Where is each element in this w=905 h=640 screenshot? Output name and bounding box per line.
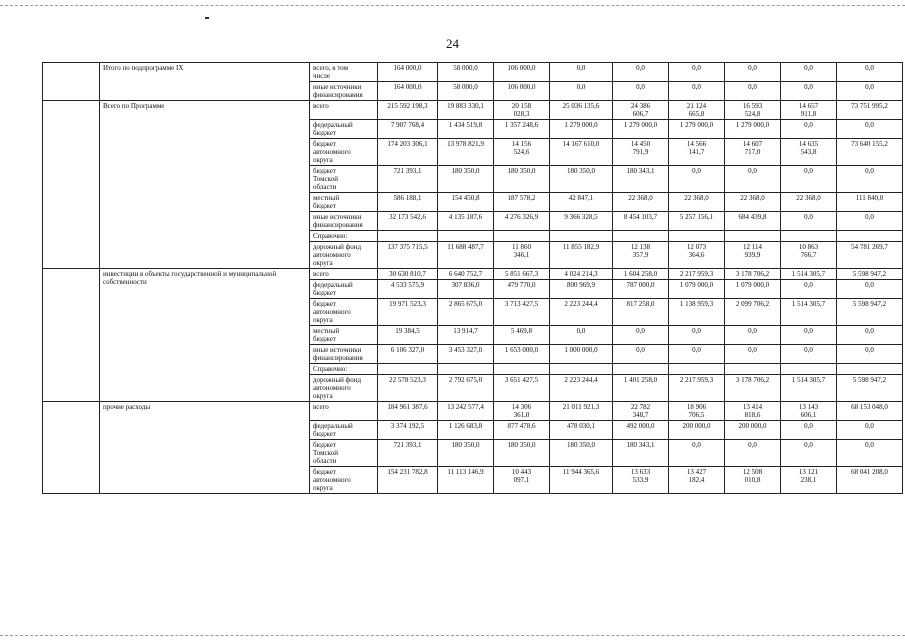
amount-cell: 19 883 330,1 [438, 101, 494, 120]
amount-cell: 6 640 752,7 [438, 269, 494, 280]
amount-cell [494, 364, 550, 375]
amount-cell: 68 153 048,0 [837, 402, 903, 421]
amount-cell: 21 124 665,8 [669, 101, 725, 120]
amount-cell: 0,0 [837, 421, 903, 440]
amount-cell: 22 368,0 [725, 193, 781, 212]
amount-cell: 58 000,0 [438, 82, 494, 101]
table-row [43, 269, 903, 280]
amount-cell: 0,0 [837, 82, 903, 101]
amount-cell: 0,0 [781, 326, 837, 345]
amount-cell: 0,0 [550, 82, 613, 101]
amount-cell: 0,0 [725, 82, 781, 101]
amount-cell: 42 847,1 [550, 193, 613, 212]
amount-cell: 180 343,1 [613, 166, 669, 193]
amount-cell [494, 231, 550, 242]
amount-cell [725, 364, 781, 375]
amount-cell: 2 217 959,3 [669, 269, 725, 280]
amount-cell: 21 011 921,3 [550, 402, 613, 421]
amount-cell: 2 099 706,2 [725, 299, 781, 326]
amount-cell: 0,0 [781, 421, 837, 440]
funding-source-label: местный бюджет [310, 326, 378, 345]
amount-cell: 479 770,0 [494, 280, 550, 299]
amount-cell: 0,0 [550, 63, 613, 82]
amount-cell: 2 217 959,3 [669, 375, 725, 402]
amount-cell: 0,0 [725, 63, 781, 82]
amount-cell [781, 231, 837, 242]
funding-source-label: дорожный фонд автономного округа [310, 242, 378, 269]
amount-cell: 164 000,0 [378, 63, 438, 82]
amount-cell: 1 126 683,8 [438, 421, 494, 440]
amount-cell: 18 906 706,5 [669, 402, 725, 421]
amount-cell: 1 079 000,0 [669, 280, 725, 299]
amount-cell: 0,0 [781, 82, 837, 101]
amount-cell: 6 106 327,0 [378, 345, 438, 364]
amount-cell [725, 231, 781, 242]
group-indent-cell [43, 63, 100, 101]
amount-cell: 0,0 [725, 326, 781, 345]
funding-source-label: иные источники финансирования [310, 82, 378, 101]
amount-cell: 19 971 523,3 [378, 299, 438, 326]
amount-cell [438, 364, 494, 375]
amount-cell: 0,0 [837, 166, 903, 193]
amount-cell: 492 000,0 [613, 421, 669, 440]
amount-cell [378, 231, 438, 242]
scan-top-edge [0, 5, 905, 6]
amount-cell: 0,0 [725, 440, 781, 467]
table-row [43, 63, 903, 82]
amount-cell: 0,0 [837, 120, 903, 139]
amount-cell [837, 231, 903, 242]
amount-cell: 164 000,0 [378, 82, 438, 101]
funding-source-label: бюджет Томской области [310, 440, 378, 467]
amount-cell: 73 640 155,2 [837, 139, 903, 166]
amount-cell: 111 840,0 [837, 193, 903, 212]
amount-cell: 24 386 606,7 [613, 101, 669, 120]
amount-cell [781, 364, 837, 375]
amount-cell: 0,0 [837, 63, 903, 82]
amount-cell [613, 364, 669, 375]
amount-cell: 787 000,0 [613, 280, 669, 299]
amount-cell: 11 688 487,7 [438, 242, 494, 269]
amount-cell: 5 598 947,2 [837, 269, 903, 280]
amount-cell: 11 860 346,1 [494, 242, 550, 269]
amount-cell [550, 231, 613, 242]
amount-cell: 721 393,1 [378, 166, 438, 193]
group-title: Итого по подпрограмме IX [100, 63, 310, 101]
amount-cell: 11 113 146,9 [438, 467, 494, 494]
amount-cell: 20 158 028,3 [494, 101, 550, 120]
amount-cell: 14 566 141,7 [669, 139, 725, 166]
funding-source-label: бюджет Томской области [310, 166, 378, 193]
amount-cell: 1 514 305,7 [781, 299, 837, 326]
amount-cell: 800 969,9 [550, 280, 613, 299]
amount-cell: 13 242 577,4 [438, 402, 494, 421]
amount-cell: 10 443 097,1 [494, 467, 550, 494]
amount-cell: 5 598 947,2 [837, 375, 903, 402]
amount-cell: 22 578 523,3 [378, 375, 438, 402]
amount-cell: 1 653 000,0 [494, 345, 550, 364]
amount-cell: 137 375 715,5 [378, 242, 438, 269]
group-indent-cell [43, 269, 100, 402]
amount-cell: 73 751 995,2 [837, 101, 903, 120]
amount-cell: 200 000,0 [725, 421, 781, 440]
amount-cell: 13 914,7 [438, 326, 494, 345]
amount-cell: 307 836,0 [438, 280, 494, 299]
page-number: 24 [446, 36, 459, 51]
amount-cell: 877 478,6 [494, 421, 550, 440]
amount-cell: 0,0 [669, 166, 725, 193]
amount-cell: 1 279 000,0 [725, 120, 781, 139]
table-row [43, 402, 903, 421]
amount-cell: 187 578,2 [494, 193, 550, 212]
amount-cell [669, 364, 725, 375]
amount-cell: 0,0 [781, 120, 837, 139]
amount-cell: 0,0 [837, 326, 903, 345]
amount-cell: 1 279 000,0 [550, 120, 613, 139]
group-indent-cell [43, 402, 100, 494]
amount-cell: 19 384,5 [378, 326, 438, 345]
amount-cell: 0,0 [613, 63, 669, 82]
amount-cell: 9 366 328,5 [550, 212, 613, 231]
amount-cell: 25 036 135,6 [550, 101, 613, 120]
funding-source-label: федеральный бюджет [310, 120, 378, 139]
amount-cell: 0,0 [613, 82, 669, 101]
amount-cell: 1 401 258,0 [613, 375, 669, 402]
table-row [43, 101, 903, 120]
amount-cell: 478 030,1 [550, 421, 613, 440]
amount-cell: 0,0 [781, 212, 837, 231]
amount-cell: 0,0 [781, 280, 837, 299]
amount-cell: 180 350,0 [550, 166, 613, 193]
amount-cell: 68 041 208,0 [837, 467, 903, 494]
amount-cell: 14 657 911,8 [781, 101, 837, 120]
funding-source-label: местный бюджет [310, 193, 378, 212]
amount-cell: 13 633 533,9 [613, 467, 669, 494]
amount-cell: 2 223 244,4 [550, 299, 613, 326]
amount-cell: 0,0 [837, 280, 903, 299]
funding-source-label: бюджет автономного округа [310, 467, 378, 494]
amount-cell: 1 604 258,0 [613, 269, 669, 280]
amount-cell: 180 350,0 [550, 440, 613, 467]
funding-source-label: всего [310, 101, 378, 120]
amount-cell: 1 514 305,7 [781, 375, 837, 402]
amount-cell: 7 907 768,4 [378, 120, 438, 139]
amount-cell: 174 203 306,1 [378, 139, 438, 166]
amount-cell: 13 414 818,6 [725, 402, 781, 421]
amount-cell: 22 782 348,7 [613, 402, 669, 421]
amount-cell: 0,0 [781, 440, 837, 467]
funding-source-label: всего [310, 402, 378, 421]
amount-cell: 4 024 214,3 [550, 269, 613, 280]
amount-cell: 106 000,0 [494, 82, 550, 101]
amount-cell: 0,0 [613, 326, 669, 345]
funding-source-label: всего [310, 269, 378, 280]
amount-cell: 14 635 543,8 [781, 139, 837, 166]
amount-cell: 180 343,1 [613, 440, 669, 467]
amount-cell: 16 593 524,8 [725, 101, 781, 120]
amount-cell: 0,0 [781, 345, 837, 364]
scan-mark [205, 17, 209, 19]
amount-cell: 0,0 [669, 326, 725, 345]
amount-cell: 3 651 427,5 [494, 375, 550, 402]
amount-cell [378, 364, 438, 375]
amount-cell: 14 167 610,0 [550, 139, 613, 166]
amount-cell: 0,0 [613, 345, 669, 364]
amount-cell: 184 961 387,6 [378, 402, 438, 421]
amount-cell: 817 258,0 [613, 299, 669, 326]
amount-cell: 0,0 [669, 63, 725, 82]
amount-cell: 1 079 000,0 [725, 280, 781, 299]
amount-cell: 11 855 182,9 [550, 242, 613, 269]
amount-cell: 8 454 103,7 [613, 212, 669, 231]
budget-table [42, 62, 903, 494]
amount-cell: 586 188,1 [378, 193, 438, 212]
amount-cell: 4 533 575,9 [378, 280, 438, 299]
amount-cell: 4 135 187,6 [438, 212, 494, 231]
amount-cell: 14 156 524,6 [494, 139, 550, 166]
amount-cell: 0,0 [550, 326, 613, 345]
amount-cell: 180 350,0 [494, 440, 550, 467]
amount-cell: 10 863 766,7 [781, 242, 837, 269]
amount-cell: 3 374 192,5 [378, 421, 438, 440]
amount-cell: 2 865 675,0 [438, 299, 494, 326]
group-indent-cell [43, 101, 100, 269]
amount-cell [438, 231, 494, 242]
amount-cell: 22 368,0 [613, 193, 669, 212]
funding-source-label: федеральный бюджет [310, 421, 378, 440]
amount-cell: 0,0 [669, 345, 725, 364]
funding-source-label: Справочно: [310, 364, 378, 375]
amount-cell: 154 450,8 [438, 193, 494, 212]
amount-cell: 2 792 675,0 [438, 375, 494, 402]
scan-bottom-edge [0, 635, 905, 636]
amount-cell: 0,0 [725, 166, 781, 193]
group-title: инвестиции в объекты государственной и муниципальной собственности [100, 269, 310, 402]
amount-cell: 13 978 821,9 [438, 139, 494, 166]
amount-cell: 200 000,0 [669, 421, 725, 440]
amount-cell: 14 607 717,0 [725, 139, 781, 166]
amount-cell: 0,0 [781, 166, 837, 193]
amount-cell: 2 223 244,4 [550, 375, 613, 402]
amount-cell: 0,0 [725, 345, 781, 364]
amount-cell: 22 368,0 [781, 193, 837, 212]
amount-cell: 30 630 810,7 [378, 269, 438, 280]
amount-cell: 0,0 [837, 345, 903, 364]
amount-cell: 22 368,0 [669, 193, 725, 212]
amount-cell: 215 592 198,3 [378, 101, 438, 120]
amount-cell: 154 231 782,8 [378, 467, 438, 494]
amount-cell [613, 231, 669, 242]
amount-cell: 3 178 706,2 [725, 375, 781, 402]
amount-cell: 12 508 010,8 [725, 467, 781, 494]
amount-cell: 32 173 542,6 [378, 212, 438, 231]
amount-cell: 1 138 959,3 [669, 299, 725, 326]
amount-cell: 13 121 238,1 [781, 467, 837, 494]
amount-cell: 5 598 947,2 [837, 299, 903, 326]
amount-cell: 3 178 706,2 [725, 269, 781, 280]
amount-cell: 180 350,0 [494, 166, 550, 193]
amount-cell: 1 434 519,8 [438, 120, 494, 139]
group-title: Всего по Программе [100, 101, 310, 269]
amount-cell: 0,0 [669, 440, 725, 467]
funding-source-label: всего, в том числе [310, 63, 378, 82]
amount-cell: 0,0 [837, 212, 903, 231]
amount-cell: 13 427 182,4 [669, 467, 725, 494]
amount-cell: 1 357 248,6 [494, 120, 550, 139]
amount-cell [837, 364, 903, 375]
funding-source-label: дорожный фонд автономного округа [310, 375, 378, 402]
amount-cell: 1 279 000,0 [613, 120, 669, 139]
amount-cell: 0,0 [837, 440, 903, 467]
amount-cell: 14 306 361,0 [494, 402, 550, 421]
amount-cell: 1 279 000,0 [669, 120, 725, 139]
amount-cell: 106 000,0 [494, 63, 550, 82]
amount-cell: 54 781 269,7 [837, 242, 903, 269]
amount-cell: 4 276 326,9 [494, 212, 550, 231]
amount-cell [550, 364, 613, 375]
amount-cell: 12 138 357,9 [613, 242, 669, 269]
amount-cell: 12 114 939,9 [725, 242, 781, 269]
amount-cell: 3 453 327,0 [438, 345, 494, 364]
amount-cell: 1 000 000,0 [550, 345, 613, 364]
funding-source-label: иные источники финансирования [310, 345, 378, 364]
funding-source-label: иные источники финансирования [310, 212, 378, 231]
amount-cell: 684 439,8 [725, 212, 781, 231]
group-title: прочие расходы [100, 402, 310, 494]
amount-cell: 58 000,0 [438, 63, 494, 82]
amount-cell: 0,0 [781, 63, 837, 82]
amount-cell [669, 231, 725, 242]
funding-source-label: Справочно: [310, 231, 378, 242]
amount-cell: 11 944 365,6 [550, 467, 613, 494]
amount-cell: 3 713 427,5 [494, 299, 550, 326]
funding-source-label: бюджет автономного округа [310, 299, 378, 326]
amount-cell: 180 350,0 [438, 166, 494, 193]
amount-cell: 180 350,0 [438, 440, 494, 467]
funding-source-label: бюджет автономного округа [310, 139, 378, 166]
amount-cell: 5 851 667,3 [494, 269, 550, 280]
amount-cell: 14 450 791,9 [613, 139, 669, 166]
funding-source-label: федеральный бюджет [310, 280, 378, 299]
amount-cell: 12 073 364,6 [669, 242, 725, 269]
amount-cell: 13 143 606,1 [781, 402, 837, 421]
amount-cell: 5 469,8 [494, 326, 550, 345]
amount-cell: 5 257 156,1 [669, 212, 725, 231]
amount-cell: 1 514 305,7 [781, 269, 837, 280]
amount-cell: 0,0 [669, 82, 725, 101]
amount-cell: 721 393,1 [378, 440, 438, 467]
